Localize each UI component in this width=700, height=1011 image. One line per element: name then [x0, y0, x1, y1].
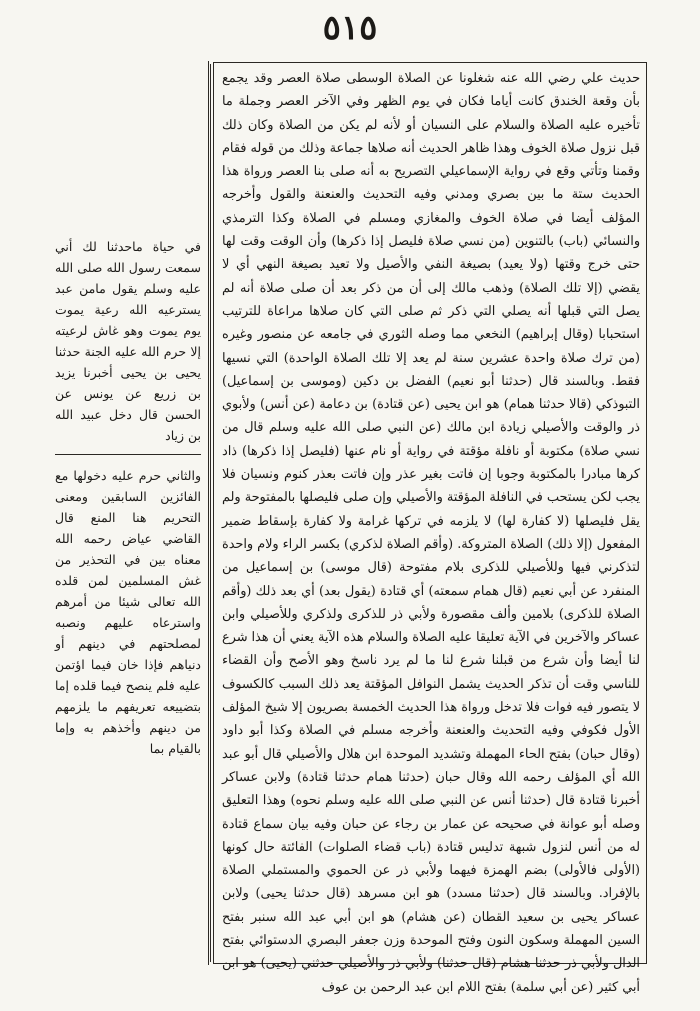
page-number: ٥١٥ — [322, 8, 378, 48]
margin-text-block-1: في حياة ماحدثنا لك أني سمعت رسول الله صلى الله عليه وسلم يقول مامن عبد يسترعيه الله رعية يموت يوم يموت وهو غاش لرعيته إلا حرم الله عليه الجنة حدثنا يحيى بن يحيى أخبرنا يزيد بن زريع عن يونس عن الحسن قال دخل عبيد الله بن زياد — [55, 239, 201, 443]
main-text-body — [222, 67, 640, 995]
margin-commentary — [55, 236, 201, 759]
main-text-frame — [213, 62, 647, 995]
margin-text-block-2: والثاني حرم عليه دخولها مع الفائزين السابقين ومعنى التحريم هنا المنع قال القاضي عياض رحمه الله معناه بين في التحذير من غش المسلمين لمن قلده الله تعالى شيئا من أمرهم واسترعاه عليهم ونصبه لمصلحتهم في دينهم أو دنياهم فإذا خان فيما اؤتمن عليه فلم ينصح فيما قلده إما بتضييعه تعريفهم ما يلزمهم من دينهم وأخذهم به وإما بالقيام بما — [55, 468, 201, 756]
main-text-paragraph: حديث علي رضي الله عنه شغلونا عن الصلاة الوسطى صلاة العصر وقد يجمع بأن وقعة الخندق كانت أياما فكان في يوم الظهر وفي الآخر العصر وجملة ما تأخيره عليه الصلاة والسلام على النسيان أو لأنه لم يكن من الصلاة وكان ذلك قبل نزول صلاة الخوف وهذا ظاهر الحديث أنه صلاها جماعة وذلك من قوله فقام وقمنا وتأتي وقع في رواية الإسماعيلي التصريح به أنه صلى بنا العصر ورواة هذا الحديث ستة ما بين بصري ومدني وفيه التحديث والعنعنة والقول وأخرجه المؤلف أيضا في صلاة الخوف والمغازي ومسلم في الصلاة وكذا الترمذي والنسائي (باب) بالتنوين (من نسي صلاة فليصل إذا ذكرها) وأن الوقت وقت لها حتى خرج وقتها (ولا يعيد) بصيغة النفي والأصيل ولا تعيد بصيغة النهي أي لا يقضي (إلا تلك الصلاة) وذهب مالك إلى أن من ذكر بعد أن صلى صلاة أنه لم يصل التي قبلها أنه يصلي التي ذكر ثم صلى التي كان صلاها مراعاة للترتيب استحبابا (وقال إبراهيم) النخعي مما وصله الثوري في جامعه عن منصور وغيره (من ترك صلاة واحدة عشرين سنة لم يعد إلا تلك الصلاة الواحدة) التي نسيها فقط. وبالسند قال (حدثنا أبو نعيم) الفضل بن دكين (وموسى بن إسماعيل) التبوذكي (قالا حدثنا همام) هو ابن يحيى (عن قتادة) بن دعامة (عن أنس) ولأبوي ذر والوقت والأصيلي زيادة ابن مالك (عن النبي صلى الله عليه وسلم قال من نسي صلاة) مكتوبة أو نافلة مؤقتة في رواية أو نام عنها (فليصل إذا ذكرها) ذاد كرها مبادرا بالمكتوبة وجوبا إن فاتت بغير عذر وإن فاتت بعذر كنوم ونسيان فلا يجب لكن يستحب في النافلة المؤقتة والأصيلي وإن صلى فليصلها بالمفتوحة ولم يقل فليصلها (لا كفارة لها) لا يلزمه في تركها غرامة ولا كفارة بإسقاط ضمير المفعول (إلا ذلك) الصلاة المتروكة. (وأقم الصلاة لذكري) بكسر الراء ولام واحدة لتذكرني فيها وللأصيلي للذكرى بلام مفتوحة (قال موسى) بن إسماعيل من المنفرد عن أبي نعيم (قال همام سمعته) أي قتادة (يقول بعد) أي بعد ذلك (وأقم الصلاة للذكرى) بلامين وألف مقصورة ولأبي ذر للذكرى ولذكري وللأصيلي وابن عساكر والآخرين في الآية تعليقا عليه الصلاة والسلام هذه الآية يعني أن هذا شرع لنا أيضا وأن شرع من قبلنا شرع لنا ما لم يرد ناسخ وهو الأصح وأن القضاء للناسي وقت أن تذكر الحديث يشمل النوافل المؤقتة يعد ذلك السبب كالكسوف لا يتصور فيه فوات فلا تدخل ورواة هذا الحديث الخمسة بصريون إلا شيخ المؤلف الأول فكوفي وفيه التحديث والعنعنة وأخرجه مسلم في الصلاة وكذا أبو داود (وقال حبان) بفتح الحاء المهملة وتشديد الموحدة ابن هلال والأصيلي قال أبو عبد الله أي المؤلف رحمه الله وقال حبان (حدثنا همام حدثنا قتادة) ولابن عساكر أخبرنا قتادة قال (حدثنا أنس عن النبي صلى الله عليه وسلم نحوه) وهذا التعليق وصله أبو عوانة في صحيحه عن عمار بن رجاء عن حبان وفيه بيان سماع قتادة له من أنس لنزول شبهة تدليس قتادة (باب قضاء الصلوات) الفائتة حال كونها (الأولى فالأولى) بضم الهمزة فيهما ولأبي ذر عن الحموي والمستملي الصلاة بالإفراد. وبالسند قال (حدثنا مسدد) هو ابن مسرهد (قال حدثنا يحيى) ولابن عساكر يحيى بن سعيد القطان (عن هشام) هو ابن أبي عبد الله سنبر بفتح السين المهملة وسكون النون وفتح الموحدة وزن جعفر البصري الدستوائي بفتح الدال ولأبي ذر حدثنا هشام (قال حدثنا) ولأبي ذر والأصيلي حدثني (يحيى) هو ابن أبي كثير (عن أبي سلمة) بفتح اللام ابن عبد الرحمن بن عوف — [222, 71, 640, 995]
margin-divider — [55, 454, 201, 455]
